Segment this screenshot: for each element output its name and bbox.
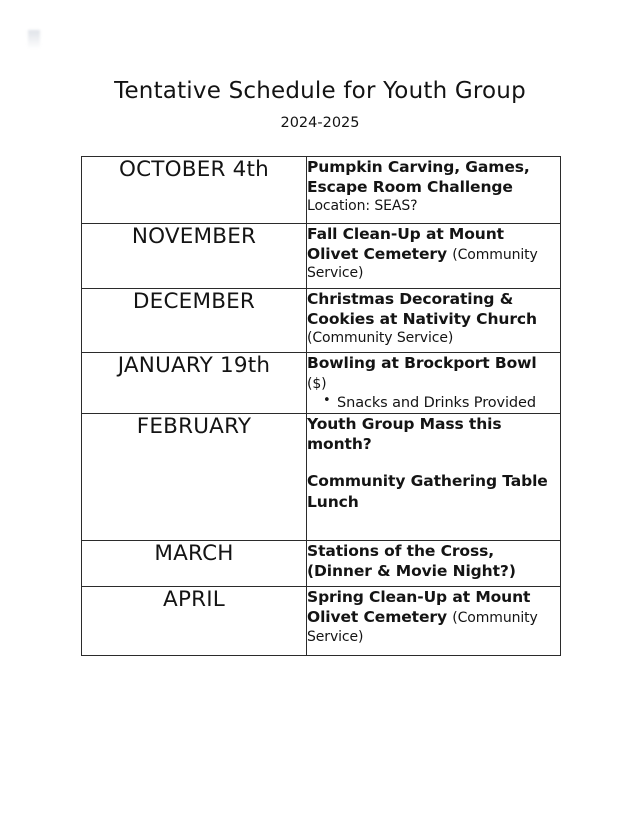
- activity-spacer: [307, 454, 560, 471]
- list-item: • Snacks and Drinks Provided: [337, 394, 560, 413]
- activity-cell: [307, 587, 561, 656]
- activity-note: (Community: [452, 247, 538, 264]
- month-cell: FEBRUARY: [82, 414, 307, 541]
- activity-line: Pumpkin Carving, Games,: [307, 158, 530, 176]
- activity-cell: [307, 541, 561, 587]
- activity-line: Community Gathering Table: [307, 472, 548, 491]
- schedule-table: [81, 156, 561, 656]
- month-cell: JANUARY 19th: [82, 353, 307, 414]
- activity-note: (Community: [452, 610, 538, 627]
- activity-line: [307, 607, 560, 627]
- activity-text: Olivet Cemetery: [307, 245, 453, 264]
- activity-line: Cookies at Nativity Church: [307, 310, 537, 329]
- table-row: [82, 414, 561, 541]
- activity-cell: [307, 353, 561, 414]
- activity-note: Service): [307, 265, 364, 282]
- activity-cell: [307, 414, 561, 541]
- activity-line: Christmas Decorating &: [307, 290, 514, 308]
- activity-line: Lunch: [307, 492, 359, 511]
- activity-cell: [307, 289, 561, 353]
- month-cell: APRIL: [82, 587, 307, 656]
- month-cell: DECEMBER: [82, 289, 307, 353]
- activity-text: Olivet Cemetery: [307, 608, 453, 627]
- table-row: [82, 541, 561, 587]
- activity-line: Fall Clean-Up at Mount: [307, 225, 504, 243]
- month-cell: MARCH: [82, 541, 307, 587]
- activity-line: Escape Room Challenge: [307, 178, 513, 197]
- page-title: Tentative Schedule for Youth Group: [114, 78, 526, 104]
- page-subtitle: 2024-2025: [280, 115, 360, 131]
- activity-note: Service): [307, 628, 364, 645]
- table-row: [82, 157, 561, 224]
- table-row: [82, 289, 561, 353]
- month-cell: NOVEMBER: [82, 224, 307, 289]
- table-row: [82, 587, 561, 656]
- activity-line: month?: [307, 435, 372, 454]
- activity-line: [307, 244, 560, 264]
- activity-note: (Community Service): [307, 330, 454, 347]
- activity-note: ($): [307, 376, 327, 393]
- table-row: [82, 224, 561, 289]
- activity-cell: [307, 224, 561, 289]
- activity-line: Youth Group Mass this: [307, 415, 502, 434]
- month-cell: OCTOBER 4th: [82, 157, 307, 224]
- activity-line: [307, 353, 560, 393]
- activity-bullet-list: [307, 394, 560, 413]
- activity-line: Stations of the Cross,: [307, 542, 495, 561]
- table-row: [82, 353, 561, 414]
- activity-line: Spring Clean-Up at Mount: [307, 588, 531, 607]
- schedule-table-container: [81, 156, 558, 656]
- activity-cell: [307, 157, 561, 224]
- activity-text: Bowling at Brockport Bowl: [307, 354, 537, 372]
- activity-line: (Dinner & Movie Night?): [307, 562, 516, 581]
- activity-note: Location: SEAS?: [307, 198, 418, 215]
- schedule-table-body: [82, 157, 561, 656]
